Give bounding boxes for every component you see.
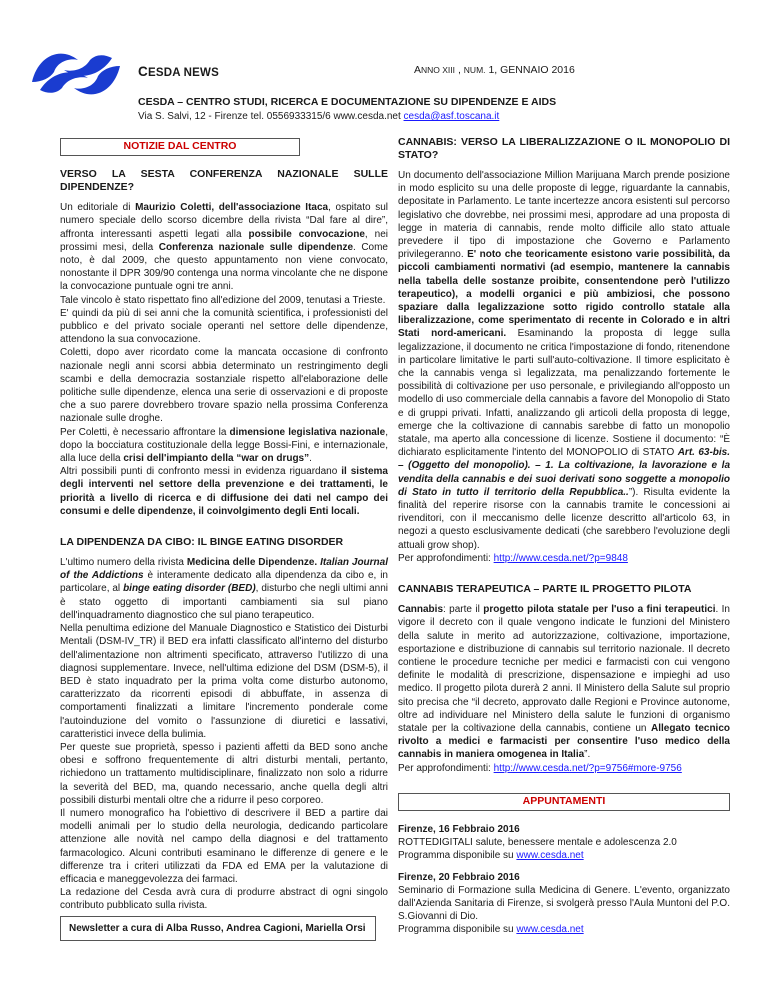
- section-box-appuntamenti: APPUNTAMENTI: [398, 793, 730, 811]
- credits-box: Newsletter a cura di Alba Russo, Andrea Cagioni, Mariella Orsi: [60, 916, 376, 941]
- header: [0, 0, 768, 90]
- more-info-link[interactable]: http://www.cesda.net/?p=9756#more-9756: [493, 762, 682, 774]
- paragraph: Un documento dell'associazione Million Marijuana March prende posizione in modo esplicito su una delle proposte di legge, riguardante la cannabis, depositate in Parlamento. Le tante incertezze ancora esistenti sul percorso legislativo che dovrebbe, nei prossimi mesi, approdare ad una proposta di legge in materia di cannabis, rende molto difficile allo stato attuale prevedere il tipo di impostazione che Governo e Parlamento privilegeranno. E' noto che teoricamente esistono varie possibilità, da piccoli cambiamenti normativi (ad esempio, mantenere la cannabis nella tabella delle sostanze proibite, consentendone però l'utilizzo terapeutico), a modelli organici e più ambiziosi, che possono spaziare dalla legalizzazione sotto rigido controllo statale alla liberalizzazione, come sperimentato di recente in Colorado e in altri Stati nord-americani. Esaminando la proposta di legge sulla legalizzazione, il documento ne critica l'impostazione di fondo, ritenendone in particolare limitative le parti sull'auto-coltivazione. Il timore esplicitato è che la cannabis venga sì legalizzata, ma penalizzando fortemente le possibilità di coltivazione per uso personale, e privilegiando all'opposto un modello di uso commerciale della cannabis a favore del Monopolio di Stato e di gruppi privati. Infatti, analizzando gli articoli della proposta di legge, emerge che la coltivazione di cannabis sarebbe di fatto un monopolio statale, ma aperto alla concessione di licenze. Sostiene il documento: “È dichiarato esplicitamente l'intento del MONOPOLIO di STATO Art. 63-bis. – (Oggetto del monopolio). – 1. La coltivazione, la lavorazione e la vendita della cannabis e dei suoi derivati sono soggette a monopolio di Stato in tutto il territorio della Repubblica..”). Risulta evidente la finalità del reperire risorse con la cannabis tramite le concessioni ai rivenditori, con il meccanismo delle licenze descritto all'articolo 63, in negozi a questo esclusivamente dedicati (che sarebbero l'evoluzione degli attuali grow shop).: [398, 170, 731, 551]
- paragraph: Altri possibili punti di confronto messi in evidenza riguardano il sistema degli interventi nel settore della prevenzione e dei trattamenti, le priorità a livello di ricerca e di diffusione dei dati nel campo dei consumi e delle dipendenze, il coinvolgimento degli Enti locali.: [60, 466, 388, 517]
- more-info: Per approfondimenti: http://www.cesda.net/?p=9756#more-9756: [398, 762, 682, 774]
- event-description: Seminario di Formazione sulla Medicina di Genere. L'evento, organizzato dall'Azienda Sanitaria di Firenze, si svolgerà presso l'Aula Muntoni del P.O. S.Giovanni di Dio.: [398, 884, 730, 923]
- article-title: LA DIPENDENZA DA CIBO: IL BINGE EATING DISORDER: [60, 536, 344, 549]
- paragraph: La redazione del Cesda avrà cura di produrre abstract di ogni singolo contributo pubblicato sulla rivista.: [60, 887, 388, 912]
- email-link[interactable]: cesda@asf.toscana.it: [403, 111, 500, 122]
- article-title: VERSO LA SESTA CONFERENZA NAZIONALE SULLE DIPENDENZE?: [60, 168, 388, 194]
- cesda-logo-icon: [28, 38, 124, 112]
- paragraph: Il numero monografico ha l'obiettivo di descrivere il BED a partire dai modelli animali per lo studio della neurologia, dedicando particolare attenzione alle novità nel campo della diagnosi e del trattamento farmacologico. Alcuni contributi esaminano le differenze di genere e le differenze tra i criteri utilizzati da FDA ed EMA per la valutazione di efficacia e maneggevolezza dei farmaci.: [60, 807, 388, 885]
- paragraph: Coletti, dopo aver ricordato come la mancata occasione di confronto nazionale negli anni scorsi abbia determinato un restringimento degli scambi e della democrazia sostanziale rispetto all'elaborazione delle politiche sulle dipendenze, elenca una serie di osservazioni e di proposte che a suo parere dovrebbero trovare spazio nella prossima Conferenza nazionale sulle droghe.: [60, 347, 388, 425]
- event-program: Programma disponibile su www.cesda.net: [398, 850, 584, 862]
- newsletter-brand: CESDA NEWS: [138, 64, 219, 79]
- right-column: [398, 136, 730, 937]
- more-info-link[interactable]: http://www.cesda.net/?p=9848: [493, 552, 628, 564]
- paragraph: Nella penultima edizione del Manuale Diagnostico e Statistico dei Disturbi Mentali (DSM-IV_TR) il BED era infatti classificato all'interno del disturbo dell'alimentazione non altrimenti specificato, attraverso l'utilizzo di una diagnosi supplementare. Invece, nell'ultima edizione del DSM (DSM-5), il BED è stato inquadrato per la prima volta come disturbo autonomo, caratterizzato da ricorrenti episodi di abbuffate, in assenza di comportamenti finalizzati a limitare l'incremento ponderale come l'autoinduzione del vomito o l'assunzione di diuretici e lassativi, caratteristici invece della bulimia.: [60, 623, 388, 740]
- event-date: Firenze, 20 Febbraio 2016: [398, 871, 520, 883]
- event-link[interactable]: www.cesda.net: [516, 924, 584, 936]
- event-link[interactable]: www.cesda.net: [516, 850, 584, 862]
- paragraph: Un editoriale di Maurizio Coletti, dell'associazione Itaca, ospitato sul numero speciale dello scorso dicembre della rivista “Dal fare al dire”, affronta interessanti aspetti legati alla possibile convocazione, nei prossimi mesi, della Conferenza nazionale sulle dipendenze. Come noto, è dal 2009, che questo appuntamento non viene convocato, nonostante il DPR 309/90 contenga una norma vincolante che ne dispone la convocazione puntuale ogni tre anni.: [60, 202, 388, 293]
- paragraph: L'ultimo numero della rivista Medicina delle Dipendenze. Italian Journal of the Addictions è interamente dedicato alla dipendenza da cibo e, in particolare, al binge eating disorder (BED), disturbo che negli ultimi anni è stato oggetto di importanti cambiamenti sia sul piano dell'inquadramento diagnostico che sul piano terapeutico.: [60, 557, 389, 621]
- article-title: CANNABIS: VERSO LA LIBERALIZZAZIONE O IL MONOPOLIO DI STATO?: [398, 136, 730, 161]
- center-title: CESDA – CENTRO STUDI, RICERCA E DOCUMENTAZIONE SU DIPENDENZE E AIDS: [138, 96, 557, 108]
- event-title: ROTTEDIGITALI salute, benessere mentale e adolescenza 2.0: [398, 837, 677, 849]
- event-program: Programma disponibile su www.cesda.net: [398, 924, 584, 936]
- article-title: CANNABIS TERAPEUTICA – PARTE IL PROGETTO PILOTA: [398, 583, 692, 596]
- paragraph: Tale vincolo è stato rispettato fino all'edizione del 2009, tenutasi a Trieste.: [60, 294, 386, 306]
- left-column: [60, 136, 388, 913]
- event-date: Firenze, 16 Febbraio 2016: [398, 823, 520, 835]
- paragraph: Per queste sue proprietà, spesso i pazienti affetti da BED sono anche obesi e soffrono frequentemente di altri disturbi mentali, pertanto, richiedono un trattamento multidisciplinare, finalizzato non solo a ridurre la severità del BED, ma, quando necessario, anche quella degli altri possibili disturbi mentali oltre che a ridurre il peso corporeo.: [60, 741, 388, 806]
- center-address: Via S. Salvi, 12 - Firenze tel. 0556933315/6 www.cesda.net cesda@asf.toscana.it: [138, 111, 500, 122]
- more-info: Per approfondimenti: http://www.cesda.net/?p=9848: [398, 552, 628, 564]
- paragraph: E' quindi da più di sei anni che la comunità scientifica, i professionisti del pubblico e del privato sociale operanti nel settore delle dipendenze, attendono la sua convocazione.: [60, 307, 388, 346]
- paragraph: Cannabis: parte il progetto pilota statale per l'uso a fini terapeutici. In vigore il decreto con il quale vengono indicate le funzioni del Ministero della salute in merito ad autorizzazione, coltivazione, importazione, esportazione e distribuzione di cannabis sul territorio nazionale. Il decreto contiene le procedure tecniche per medici e farmacisti con cui vengono definite le modalità di prescrizione, dispensazione e impieghi ad uso medico. Il progetto pilota durerà 2 anni. Il Ministero della Salute sul proprio sito precisa che “il decreto, approvato dalle Regioni e Province autonome, oltre ad individuare nel Ministero della salute le funzioni di organismo statale per la coltivazione della cannabis, contiene un Allegato tecnico rivolto a medici e farmacisti per consentire l'uso medico della cannabis in maniera omogenea in Italia”.: [398, 604, 730, 761]
- issue-info: ANNO XIII , NUM. 1, GENNAIO 2016: [414, 64, 575, 76]
- paragraph: Per Coletti, è necessario affrontare la dimensione legislativa nazionale, dopo la bocciatura costituzionale della legge Bossi-Fini, e internazionale, alla luce della crisi dell'impianto della “war on drugs”.: [60, 426, 388, 465]
- section-box-notizie: NOTIZIE DAL CENTRO: [60, 138, 300, 156]
